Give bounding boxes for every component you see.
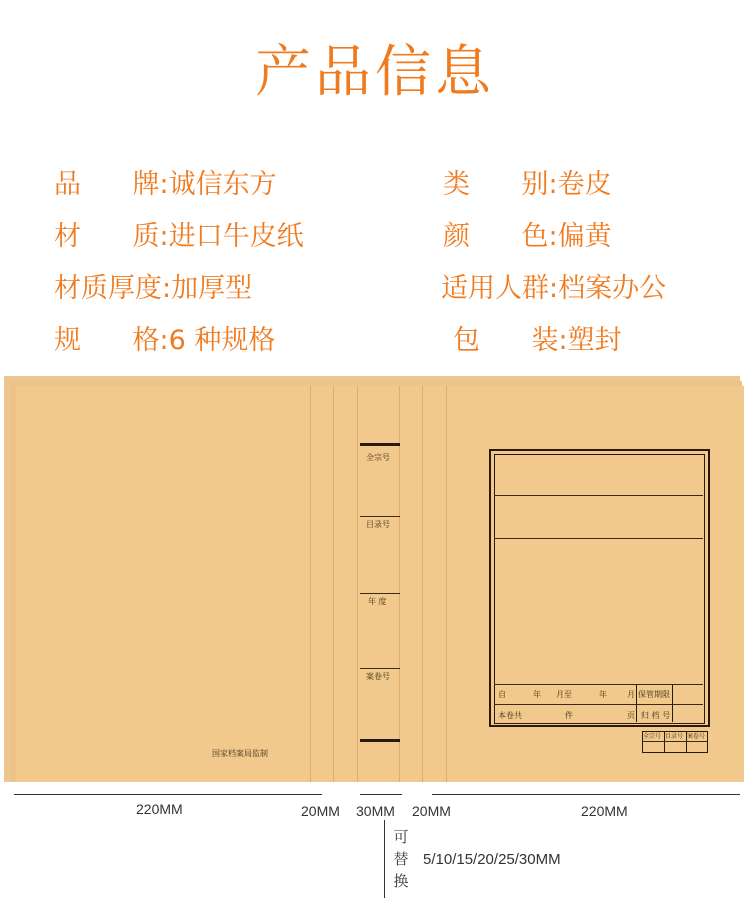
form-text: 月	[627, 690, 635, 699]
crease-line	[446, 386, 447, 782]
crease-line	[422, 386, 423, 782]
dimension-right-width: 220MM	[581, 803, 628, 819]
spec-size: 规 格:6 种规格	[54, 325, 276, 356]
replace-values: 5/10/15/20/25/30MM	[423, 851, 561, 868]
spine-rule	[360, 593, 400, 594]
spec-audience: 适用人群:档案办公	[441, 273, 667, 304]
crease-line	[357, 386, 358, 782]
spine-field-label: 全宗号	[366, 453, 390, 462]
form-rule	[494, 538, 703, 539]
spine-field-label: 年 度	[368, 597, 387, 606]
form-text: 月至	[556, 690, 572, 699]
dimension-spine: 30MM	[356, 803, 395, 819]
issuer-stamp: 国家档案局监制	[212, 749, 268, 758]
spec-package: 包 装:塑封	[453, 325, 622, 356]
form-text: 年	[599, 690, 607, 699]
form-text: 保管期限	[638, 690, 670, 699]
spec-color: 颜 色:偏黄	[443, 221, 612, 252]
form-rule	[636, 684, 637, 722]
spine-rule	[360, 516, 400, 517]
form-rule	[642, 741, 707, 742]
spine-rule	[360, 668, 400, 669]
dimension-left-crease: 20MM	[301, 803, 340, 819]
page-title: 产品信息	[255, 40, 495, 105]
crease-line	[333, 386, 334, 782]
dimension-arrow	[14, 794, 322, 795]
spec-thickness: 材质厚度:加厚型	[54, 273, 253, 304]
form-text: 自	[498, 690, 506, 699]
spine-field-label: 案卷号	[366, 672, 390, 681]
form-text: 年	[533, 690, 541, 699]
form-rule	[672, 684, 673, 722]
replaceable-label: 可 替 换	[393, 828, 409, 890]
replace-arrow	[384, 820, 385, 898]
dimension-right-crease: 20MM	[412, 803, 451, 819]
spine-bottom-rule	[360, 739, 400, 742]
dimension-left-width: 220MM	[136, 801, 183, 817]
form-text: 本卷共	[498, 711, 522, 720]
dimension-arrow	[432, 794, 740, 795]
spine-top-rule	[360, 443, 400, 446]
form-text: 页	[627, 711, 635, 720]
dimension-arrow	[360, 794, 402, 795]
form-text: 件	[565, 711, 573, 720]
crease-line	[310, 386, 311, 782]
form-rule	[494, 495, 703, 496]
spec-category: 类 别:卷皮	[443, 169, 612, 200]
form-text: 归 档 号	[641, 711, 671, 720]
code-cell-label: 全宗号	[643, 733, 662, 740]
spine-field-label: 目录号	[366, 520, 390, 529]
code-cell-label: 案卷号	[687, 733, 706, 740]
folder-illustration	[0, 372, 750, 792]
spec-brand: 品 牌:诚信东方	[54, 169, 277, 200]
spec-material: 材 质:进口牛皮纸	[54, 221, 304, 252]
code-cell-label: 目录号	[665, 733, 684, 740]
